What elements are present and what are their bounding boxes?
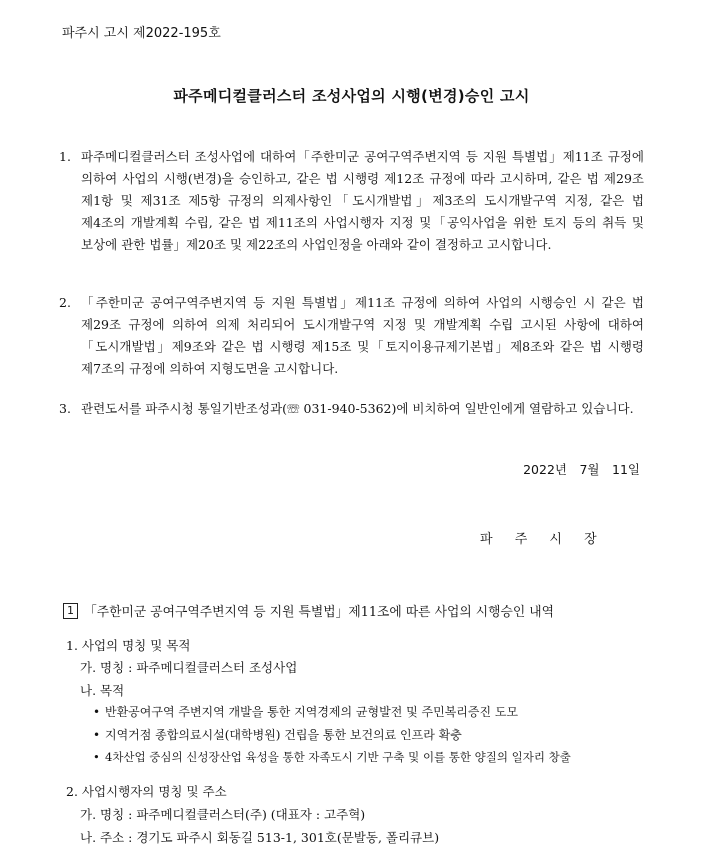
project-name-line: 가. 명칭 : 파주메디컬클러스터 조성사업 [80, 660, 298, 675]
bullet-text: 4차산업 중심의 신성장산업 육성을 통한 자족도시 기반 구축 및 이를 통한 양질의 일자리 창출 [105, 750, 571, 764]
purpose-bullet [93, 749, 571, 765]
bullet-mark: • [93, 750, 100, 764]
paragraph-1 [59, 146, 644, 256]
paragraph-number: 1. [59, 149, 71, 164]
operator-name-line: 가. 명칭 : 파주메디컬클러스터(주) (대표자 : 고주혁) [80, 807, 366, 822]
bullet-text: 지역거점 종합의료시설(대학병원) 건립을 통한 보건의료 인프라 확충 [105, 728, 462, 742]
attachment-title-text: 「주한미군 공여구역주변지역 등 지원 특별법」제11조에 따른 사업의 시행승인 내역 [84, 605, 554, 620]
page-title: 파주메디컬클러스터 조성사업의 시행(변경)승인 고시 [173, 87, 530, 105]
bullet-text: 반환공여구역 주변지역 개발을 통한 지역경제의 균형발전 및 주민복리증진 도모 [105, 705, 519, 719]
signer: 파 주 시 장 [480, 532, 606, 547]
paragraph-2 [59, 292, 644, 380]
purpose-bullet [93, 726, 462, 743]
paragraph-number: 2. [59, 295, 71, 310]
section-1-heading: 1. 사업의 명칭 및 목적 [66, 638, 191, 653]
bullet-mark: • [93, 728, 101, 742]
section-2-heading: 2. 사업시행자의 명칭 및 주소 [66, 784, 227, 799]
paragraph-number: 3. [59, 401, 71, 416]
notice-number: 파주시 고시 제2022-195호 [62, 26, 221, 41]
boxed-number: 1 [63, 603, 78, 619]
paragraph-text: 관련도서를 파주시청 통일기반조성과(☏ 031-940-5362)에 비치하여 일반인에게 열람하고 있습니다. [81, 401, 634, 416]
notice-date: 2022년 7월 11일 [523, 462, 640, 477]
attachment-title [63, 601, 653, 620]
purpose-heading: 나. 목적 [80, 683, 125, 698]
paragraph-text: 「주한미군 공여구역주변지역 등 지원 특별법」제11조 규정에 의하여 사업의 시행승인 시 같은 법 제29조 규정에 의하여 의제 처리되어 도시개발구역 지정 및 개발계획 수립 고시된 사항에 대하여「도시개발법」제9조와 같은 법 시행령 제15조 및「토지이용규제기본법」제8조와 같은 법 시행령 제7조의 규정에 의하여 지형도면을 고시합니다. [81, 295, 644, 376]
operator-address-line: 나. 주소 : 경기도 파주시 회동길 513-1, 301호(문발동, 폴리큐브) [80, 830, 440, 845]
paragraph-text: 파주메디컬클러스터 조성사업에 대하여「주한미군 공여구역주변지역 등 지원 특별법」제11조 규정에 의하여 사업의 시행(변경)을 승인하고, 같은 법 시행령 제12조 규정에 따라 고시하며, 같은 법 제29조 제1항 및 제31조 제5항 규정의 의제사항인「도시개발법」제3조의 도시개발구역 지정, 같은 법 제4조의 개발계획 수립, 같은 법 제11조의 사업시행자 지정 및「공익사업을 위한 토지 등의 취득 및 보상에 관한 법률」제20조 및 제22조의 사업인정을 아래와 같이 결정하고 고시합니다. [81, 149, 644, 252]
paragraph-3 [59, 398, 644, 420]
purpose-bullet [93, 703, 518, 720]
bullet-mark: • [93, 705, 101, 719]
